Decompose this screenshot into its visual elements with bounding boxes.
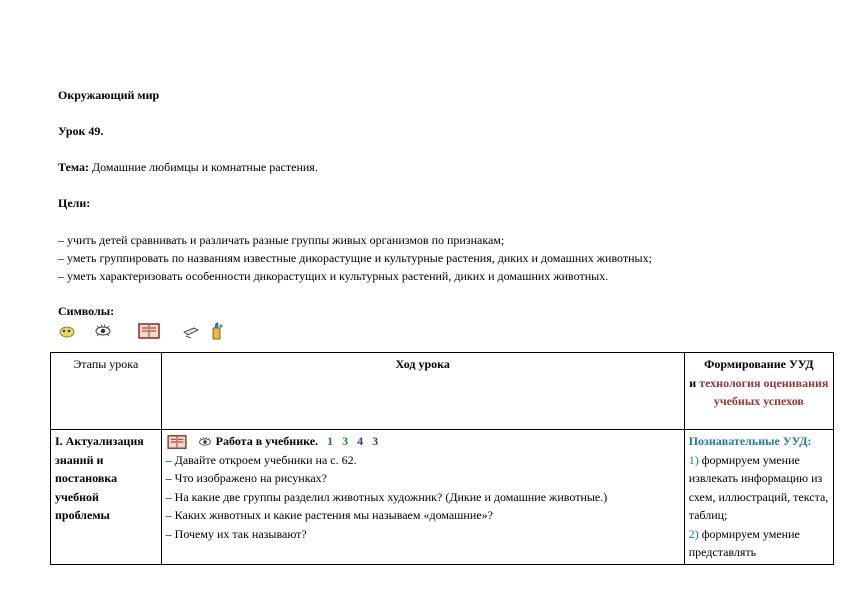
topic-line xyxy=(58,160,318,174)
uud-item-text: формируем умение представлять xyxy=(688,526,800,559)
topic-label: Тема: xyxy=(58,160,89,174)
header-stages xyxy=(51,353,162,430)
header-stages-label: Этапы урока xyxy=(73,357,139,371)
goal-item: – учить детей сравнивать и различать разные группы живых организмов по признакам; xyxy=(58,233,505,247)
ref-number: 1 xyxy=(327,434,334,448)
lesson-line: – Почему их так называют? xyxy=(165,526,307,541)
lesson-line: – На какие две группы разделил животных художник? (Дикие и домашние животные.) xyxy=(165,489,608,504)
work-label: Работа в учебнике. xyxy=(215,434,319,448)
lesson-number: Урок 49. xyxy=(58,124,104,138)
stage-cell xyxy=(51,430,162,565)
table-row xyxy=(51,430,834,565)
lesson-table xyxy=(50,352,834,565)
symbols-label: Символы: xyxy=(58,304,115,318)
uud-item xyxy=(689,525,829,562)
lesson-line: – Каких животных и какие растения мы называем «домашние»? xyxy=(165,508,493,522)
lesson-line: – Давайте откроем учебники на с. 62. xyxy=(165,452,357,467)
uud-item xyxy=(689,451,829,525)
ref-number: 3 xyxy=(372,434,379,448)
work-heading xyxy=(166,432,680,451)
pencil-icon xyxy=(182,322,200,340)
eye-icon xyxy=(197,435,213,449)
uud-item-number: 1) xyxy=(688,452,699,467)
header-lesson-flow xyxy=(161,353,684,430)
header-uud-title: Формирование УУД xyxy=(704,357,814,371)
header-uud xyxy=(684,353,833,430)
stage-label: I. Актуализация знаний и постановка учебной проблемы xyxy=(55,434,144,522)
pair-work-icon xyxy=(58,322,76,340)
eye-icon xyxy=(94,322,112,340)
uud-item-number: 2) xyxy=(688,526,699,541)
goal-item: – уметь характеризовать особенности дикорастущих и культурных растений, диких и домашних животных. xyxy=(58,269,609,283)
goals-label: Цели: xyxy=(58,196,91,210)
uud-cognitive-title: Познавательные УУД: xyxy=(688,434,812,448)
uud-item-text: формируем умение извлекать информацию из схем, иллюстраций, текста, таблиц; xyxy=(688,452,829,522)
table-header-row xyxy=(51,353,834,430)
topic-text: Домашние любимцы и комнатные растения. xyxy=(88,160,318,174)
book-icon xyxy=(166,434,188,450)
header-lesson-flow-label: Ход урока xyxy=(395,357,450,371)
uud-cell xyxy=(684,430,833,565)
book-icon xyxy=(138,322,160,340)
lesson-line: – Что изображено на рисунках? xyxy=(165,471,328,485)
goal-item: – уметь группировать по названиям известные дикорастущие и культурные растения, диких и домашних животных; xyxy=(58,251,652,265)
ref-number: 4 xyxy=(357,434,364,448)
subject-title: Окружающий мир xyxy=(58,88,160,102)
ref-number: 3 xyxy=(342,434,349,448)
lesson-flow-cell xyxy=(161,430,684,565)
header-uud-technology: технология оценивания учебных успехов xyxy=(699,375,829,408)
header-uud-and: и xyxy=(689,375,700,390)
brush-icon xyxy=(208,322,226,340)
